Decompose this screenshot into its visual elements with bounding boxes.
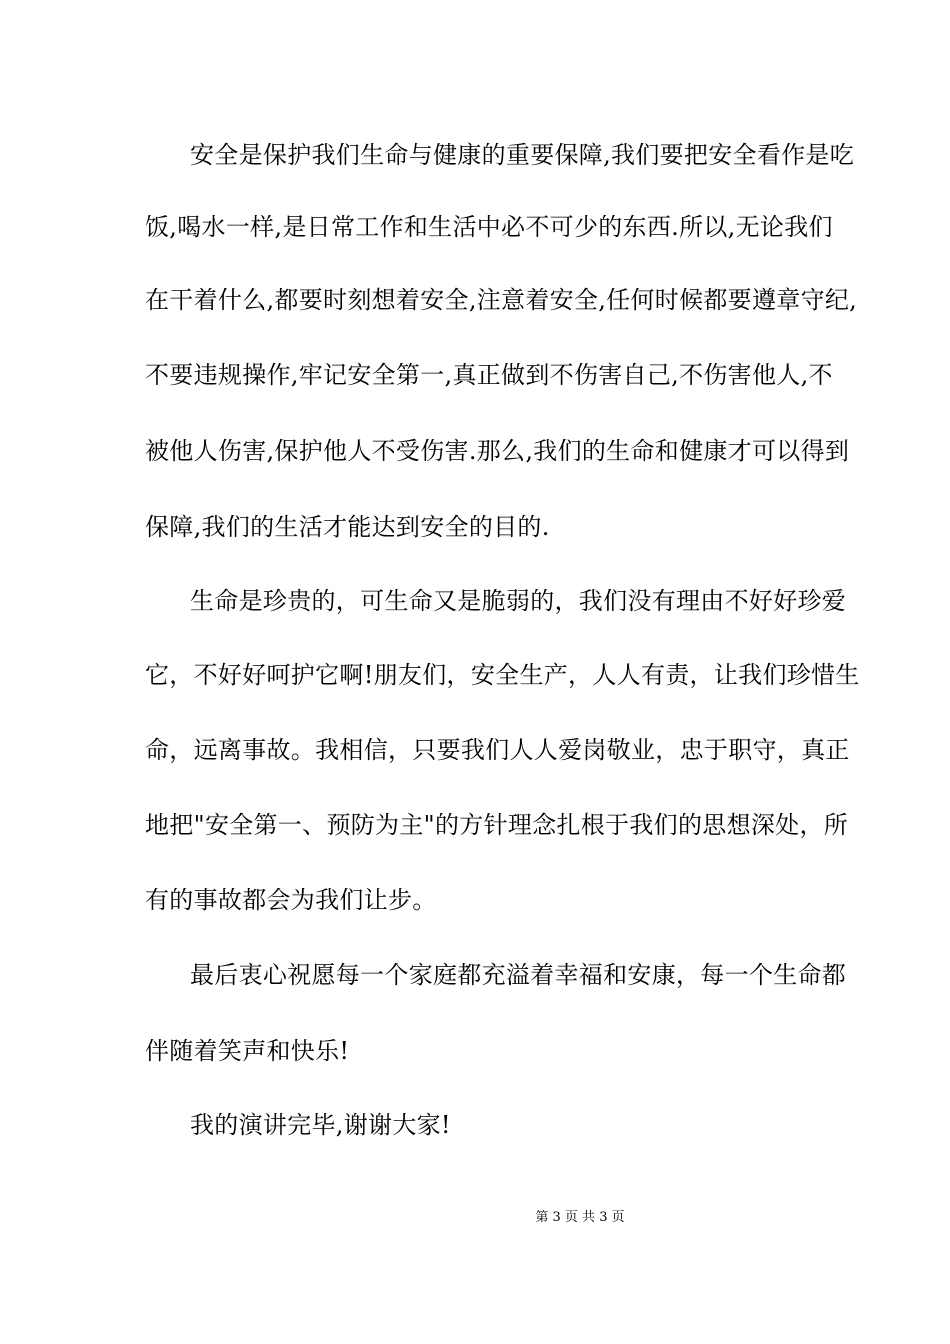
paragraph-1-line-1: 安全是保护我们生命与健康的重要保障,我们要把安全看作是吃 [190, 141, 855, 169]
paragraph-2-line-3: 命，远离事故。我相信，只要我们人人爱岗敬业，忠于职守，真正 [145, 736, 850, 764]
paragraph-1-line-2: 饭,喝水一样,是日常工作和生活中必不可少的东西.所以,无论我们 [145, 213, 833, 241]
paragraph-3-line-2: 伴随着笑声和快乐! [145, 1037, 350, 1065]
paragraph-1-line-3: 在干着什么,都要时刻想着安全,注意着安全,任何时候都要遵章守纪, [145, 286, 858, 314]
paragraph-3-line-1: 最后衷心祝愿每一个家庭都充溢着幸福和安康，每一个生命都 [190, 961, 847, 989]
paragraph-2-line-5: 有的事故都会为我们让步。 [145, 886, 437, 914]
paragraph-4-line-1: 我的演讲完毕,谢谢大家! [190, 1111, 451, 1139]
paragraph-1-line-5: 被他人伤害,保护他人不受伤害.那么,我们的生命和健康才可以得到 [145, 437, 850, 465]
paragraph-2-line-2: 它，不好好呵护它啊!朋友们，安全生产，人人有责，让我们珍惜生 [145, 661, 860, 689]
paragraph-1-line-6: 保障,我们的生活才能达到安全的目的. [145, 513, 550, 541]
paragraph-2-line-4: 地把"安全第一、预防为主"的方针理念扎根于我们的思想深处，所 [145, 811, 849, 839]
paragraph-2-line-1: 生命是珍贵的，可生命又是脆弱的，我们没有理由不好好珍爱 [190, 587, 847, 615]
page-footer: 第 3 页 共 3 页 [535, 1210, 625, 1225]
paragraph-1-line-4: 不要违规操作,牢记安全第一,真正做到不伤害自己,不伤害他人,不 [145, 361, 833, 389]
